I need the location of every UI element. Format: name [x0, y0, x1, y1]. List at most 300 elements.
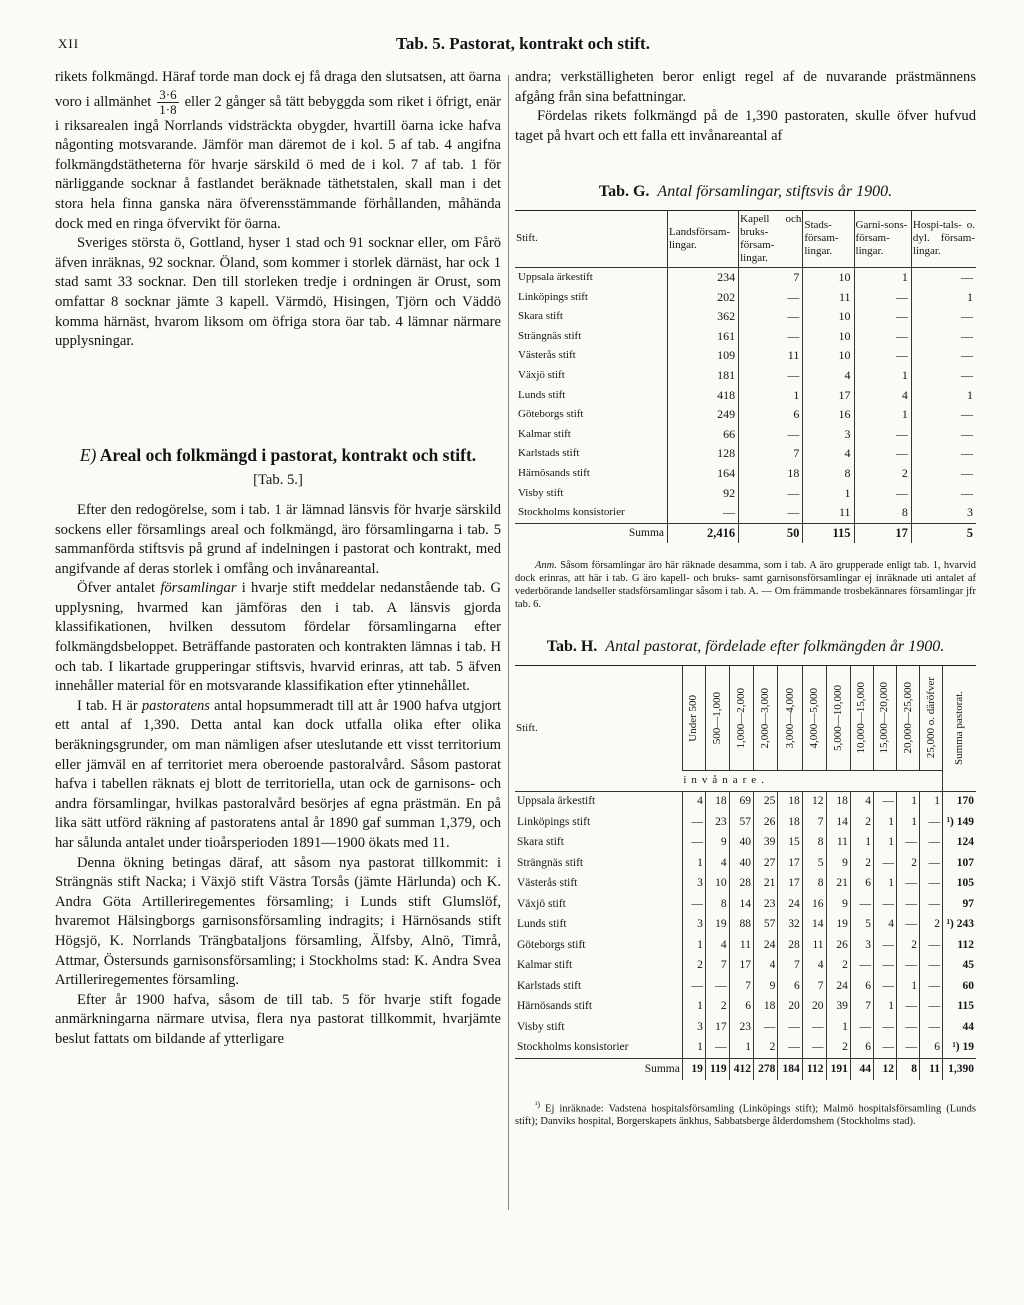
- table-cell: —: [873, 976, 896, 997]
- table-cell: —: [705, 1038, 729, 1059]
- table-cell: —: [896, 874, 919, 895]
- table-row: [515, 346, 976, 366]
- table-row: [515, 307, 976, 327]
- sum-cell: 412: [729, 1059, 753, 1080]
- sum-cell: 5: [911, 523, 976, 543]
- sum-cell: 44: [850, 1059, 873, 1080]
- table-h: [515, 665, 976, 1080]
- column-header-text: 5,000—10,000: [831, 684, 844, 751]
- row-label: Härnösands stift: [517, 1000, 593, 1013]
- row-label: Skara stift: [517, 836, 564, 849]
- table-cell: 6: [739, 405, 803, 425]
- table-cell: 1: [920, 791, 943, 812]
- column-header-text: 10,000—15,000: [855, 682, 868, 754]
- row-label: Västerås stift: [518, 349, 576, 362]
- table-label: Tab. H.: [546, 638, 598, 656]
- note-text: Såsom församlingar äro här räknade desamma, som i tab. A äro grupperade enligt tab. 1, hvarvid dock erinras, att här i tab. G äro kapell- och bruks- samt garnisonsförsamlingar ej inräknade uti antalet af vederbörande landseller stadsförsamlingar såsom i tab. A. — Om främmande trosbekännares församlingar jfr tab. 6.: [515, 560, 977, 611]
- table-cell: 11: [729, 935, 753, 956]
- fraction: [157, 88, 178, 117]
- table-cell: 234: [668, 267, 739, 287]
- row-label: Kalmar stift: [517, 959, 573, 972]
- column-header: [729, 665, 753, 770]
- sum-cell: 11: [920, 1059, 943, 1080]
- table-cell: 1: [739, 386, 803, 406]
- table-cell: 10: [803, 327, 854, 347]
- table-cell: —: [739, 503, 803, 523]
- table-cell: —: [911, 444, 976, 464]
- table-note: [515, 559, 976, 611]
- table-cell: —: [920, 1017, 943, 1038]
- sum-cell: 119: [705, 1059, 729, 1080]
- paragraph: Öfver antalet församlingar i hvarje stift meddelar nedanstående tab. G upplysning, hvarmed kan jämföras den i tab. A länsvis gjorda klassifikationen, hvilken dessutom fördelar församlingarna efter folkmängdsbeloppet. Beträffande pastoraten och kontrakten lämnas i tab. H och tab. I likartade grupperingar stiftsvis, hvarvid erinras, att tab. 5 äfven innehåller material för en motsvarande klassifikation efter ytinnehållet.: [55, 580, 501, 695]
- table-cell: —: [850, 956, 873, 977]
- table-cell: —: [739, 425, 803, 445]
- row-label: Visby stift: [518, 486, 564, 499]
- table-cell: 11: [802, 935, 826, 956]
- table-cell: 1: [896, 976, 919, 997]
- table-cell: 21: [753, 874, 777, 895]
- table-cell: ¹) 243: [943, 915, 976, 936]
- column-header-text: Under 500: [687, 694, 700, 742]
- table-cell: 7: [778, 956, 802, 977]
- table-cell: —: [920, 833, 943, 854]
- row-label: Växjö stift: [517, 897, 566, 910]
- table-row: [515, 812, 976, 833]
- table-cell: —: [873, 935, 896, 956]
- table-cell: —: [896, 956, 919, 977]
- column-header: [826, 665, 850, 770]
- footnote-text: Ej inräknade: Vadstena hospitalsförsamling (Linköpings stift); Malmö hospitalsförsamling (Lunds stift); Danviks hospital, Borgerskapets änkhus, Sabbatsberge ålderdomshem (Stockholms stad).: [515, 1103, 977, 1128]
- table-cell: 6: [729, 997, 753, 1018]
- table-cell: —: [850, 894, 873, 915]
- table-cell: 9: [753, 976, 777, 997]
- paragraph-text: rikets folkmängd. Häraf torde man dock ej få draga den slutsatsen, att öarna voro i allmänhet: [55, 69, 501, 110]
- table-cell: 1: [911, 288, 976, 308]
- column-header-text: 1,000—2,000: [734, 687, 747, 749]
- table-cell: 14: [729, 894, 753, 915]
- table-cell: 4: [803, 366, 854, 386]
- table-cell: —: [854, 307, 911, 327]
- row-label: Uppsala ärkestift: [518, 270, 593, 283]
- table-row: [515, 405, 976, 425]
- table-cell: 1: [850, 833, 873, 854]
- paragraph: Fördelas rikets folkmängd på de 1,390 pastoraten, skulle öfver hufvud taget på hvart och ett falla ett invånareantal af: [515, 108, 976, 144]
- table-cell: —: [896, 894, 919, 915]
- table-cell: 26: [826, 935, 850, 956]
- table-cell: —: [873, 894, 896, 915]
- table-cell: 6: [850, 874, 873, 895]
- table-cell: 69: [729, 791, 753, 812]
- table-cell: —: [778, 1038, 802, 1059]
- table-cell: 2: [753, 1038, 777, 1059]
- table-row: [515, 915, 976, 936]
- sum-row: [515, 1059, 976, 1080]
- table-cell: 21: [826, 874, 850, 895]
- table-row: [515, 386, 976, 406]
- table-cell: —: [739, 307, 803, 327]
- table-cell: —: [854, 444, 911, 464]
- table-cell: 2: [920, 915, 943, 936]
- table-cell: —: [850, 1017, 873, 1038]
- table-cell: 1: [803, 484, 854, 504]
- table-cell: —: [911, 346, 976, 366]
- table-row: [515, 484, 976, 504]
- table-cell: 19: [826, 915, 850, 936]
- table-cell: 45: [943, 956, 976, 977]
- table-cell: 17: [705, 1017, 729, 1038]
- table-cell: 112: [943, 935, 976, 956]
- sum-cell: 2,416: [668, 523, 739, 543]
- table-cell: 1: [682, 853, 705, 874]
- footnote: [515, 1098, 976, 1129]
- table-cell: —: [911, 464, 976, 484]
- table-cell: 2: [896, 935, 919, 956]
- table-cell: 3: [682, 1017, 705, 1038]
- table-cell: —: [920, 894, 943, 915]
- table-cell: —: [854, 425, 911, 445]
- table-cell: 17: [729, 956, 753, 977]
- table-cell: 109: [668, 346, 739, 366]
- column-header: [873, 665, 896, 770]
- table-cell: —: [778, 1017, 802, 1038]
- column-header-text: 15,000—20,000: [878, 682, 891, 754]
- table-cell: 57: [753, 915, 777, 936]
- table-cell: —: [682, 833, 705, 854]
- table-cell: 24: [778, 894, 802, 915]
- row-label: Skara stift: [518, 310, 563, 323]
- fraction-numerator: 3·6: [159, 86, 177, 102]
- row-label: Lunds stift: [517, 918, 567, 931]
- table-cell: 2: [826, 1038, 850, 1059]
- table-cell: 6: [920, 1038, 943, 1059]
- table-cell: 5: [802, 853, 826, 874]
- table-cell: 18: [753, 997, 777, 1018]
- table-cell: 60: [943, 976, 976, 997]
- row-label: Strängnäs stift: [518, 329, 582, 342]
- table-cell: —: [911, 267, 976, 287]
- table-cell: 1: [873, 833, 896, 854]
- table-cell: 1: [729, 1038, 753, 1059]
- table-cell: —: [854, 346, 911, 366]
- table-cell: 28: [778, 935, 802, 956]
- table-cell: 2: [854, 464, 911, 484]
- table-cell: —: [873, 791, 896, 812]
- table-cell: 4: [850, 791, 873, 812]
- table-cell: 11: [803, 288, 854, 308]
- table-cell: 17: [803, 386, 854, 406]
- row-label: Göteborgs stift: [517, 938, 586, 951]
- table-cell: 97: [943, 894, 976, 915]
- table-cell: 5: [850, 915, 873, 936]
- column-header: [850, 665, 873, 770]
- table-cell: —: [739, 366, 803, 386]
- table-cell: 1: [911, 386, 976, 406]
- column-header: [778, 665, 802, 770]
- table-cell: 16: [803, 405, 854, 425]
- column-header-text: 4,000—5,000: [807, 687, 820, 749]
- table-cell: —: [682, 976, 705, 997]
- table-cell: 1: [826, 1017, 850, 1038]
- table-cell: —: [911, 405, 976, 425]
- table-cell: 26: [753, 812, 777, 833]
- table-cell: 9: [826, 894, 850, 915]
- paragraph: Efter år 1900 hafva, såsom de till tab. 5 för hvarje stift fogade anmärkningarna närmare utvisa, flera nya pastorat tillkommit, hvarjämte beslut fattats om bildande af ytterligare: [55, 991, 501, 1047]
- table-cell: —: [920, 853, 943, 874]
- table-cell: —: [911, 425, 976, 445]
- table-cell: 7: [802, 976, 826, 997]
- paragraph: Sveriges största ö, Gottland, hyser 1 stad och 91 socknar eller, om Fårö äfven inräknas, 92 socknar. Öland, som kommer i storlek därnäst, har ock 1 stad samt 33 socknar. Den till storleken tredje i ordningen är Orust, som omfattar 8 socknar jämte 3 kapell. Värmdö, Hisingen, Tjörn och Väddö komma härnäst, hvarom liksom om öfriga stora öar tab. 4 lämnar närmare upplysningar.: [55, 235, 501, 350]
- table-cell: 10: [705, 874, 729, 895]
- table-cell: 11: [826, 833, 850, 854]
- table-cell: —: [896, 997, 919, 1018]
- column-header: Stads-försam-lingar.: [803, 210, 854, 267]
- table-cell: 18: [778, 812, 802, 833]
- table-cell: —: [802, 1038, 826, 1059]
- section-title-text: Areal och folkmängd i pastorat, kontrakt och stift.: [99, 444, 477, 465]
- table-cell: 1: [873, 997, 896, 1018]
- table-cell: —: [920, 997, 943, 1018]
- table-cell: —: [705, 976, 729, 997]
- table-cell: —: [873, 956, 896, 977]
- table-cell: 40: [729, 853, 753, 874]
- table-cell: 2: [826, 956, 850, 977]
- sum-cell: 8: [896, 1059, 919, 1080]
- table-g: [515, 210, 976, 543]
- table-cell: —: [896, 1038, 919, 1059]
- table-cell: —: [911, 484, 976, 504]
- table-cell: 14: [826, 812, 850, 833]
- paragraph: Denna ökning betingas däraf, att såsom nya pastorat tillkommit: i Strängnäs stift Nacka; i Växjö stift Västra Torsås (jämte Härlunda) och K. Andra Göta Artilleriregementes församling; i Lunds stift Glumslöf, hvaremot Hälsingborgs garnisonsförsamling indragits; i Härnösands stift Högsjö, K. Norrlands Trängbataljons församling, Älfsby, Alnö, Timrå, Attmar, Östersunds garnisonsförsamling; i Stockholms stad: K. Andra Svea Artilleriregementes församling.: [55, 854, 501, 989]
- table-cell: 16: [802, 894, 826, 915]
- column-header: Kapell och bruks-försam-lingar.: [739, 210, 803, 267]
- table-cell: ¹) 149: [943, 812, 976, 833]
- table-cell: —: [911, 366, 976, 386]
- sum-cell: 191: [826, 1059, 850, 1080]
- table-title-text: Antal pastorat, fördelade efter folkmängden år 1900.: [605, 638, 945, 656]
- table-cell: 6: [850, 1038, 873, 1059]
- sum-row: [515, 523, 976, 543]
- table-cell: 4: [705, 853, 729, 874]
- table-g-title: [515, 182, 976, 202]
- column-header: Garni-sons-försam-lingar.: [854, 210, 911, 267]
- table-cell: 32: [778, 915, 802, 936]
- table-row: [515, 874, 976, 895]
- sum-cell: 1,390: [943, 1059, 976, 1080]
- table-cell: 24: [826, 976, 850, 997]
- table-cell: 18: [778, 791, 802, 812]
- table-cell: 1: [896, 791, 919, 812]
- column-header: [753, 665, 777, 770]
- table-cell: —: [873, 1038, 896, 1059]
- table-cell: 1: [873, 812, 896, 833]
- table-cell: 1: [896, 812, 919, 833]
- table-cell: 11: [803, 503, 854, 523]
- table-cell: 249: [668, 405, 739, 425]
- table-cell: 3: [911, 503, 976, 523]
- table-cell: 128: [668, 444, 739, 464]
- section-table-ref: [Tab. 5.]: [253, 472, 303, 489]
- table-cell: 418: [668, 386, 739, 406]
- row-label: Härnösands stift: [518, 466, 590, 479]
- column-header-text: 3,000—4,000: [783, 687, 796, 749]
- page-number: XII: [58, 36, 80, 51]
- table-cell: 1: [873, 874, 896, 895]
- table-cell: 3: [682, 915, 705, 936]
- table-cell: 3: [682, 874, 705, 895]
- table-row: [515, 267, 976, 287]
- sum-cell: 50: [739, 523, 803, 543]
- table-cell: 4: [705, 935, 729, 956]
- table-cell: 1: [854, 267, 911, 287]
- table-cell: 161: [668, 327, 739, 347]
- table-cell: 40: [729, 833, 753, 854]
- table-cell: 18: [826, 791, 850, 812]
- table-cell: 39: [753, 833, 777, 854]
- table-cell: 8: [854, 503, 911, 523]
- table-cell: 3: [803, 425, 854, 445]
- table-cell: —: [920, 874, 943, 895]
- table-cell: 107: [943, 853, 976, 874]
- footnote-mark: ¹): [535, 1099, 541, 1109]
- column-header: [896, 665, 919, 770]
- table-cell: 7: [802, 812, 826, 833]
- table-row: [515, 425, 976, 445]
- table-cell: —: [682, 812, 705, 833]
- table-cell: 24: [753, 935, 777, 956]
- table-cell: 17: [778, 853, 802, 874]
- row-label: Lunds stift: [518, 388, 566, 401]
- sum-cell: 112: [802, 1059, 826, 1080]
- page-header: [58, 28, 988, 56]
- table-cell: 2: [850, 853, 873, 874]
- table-cell: —: [920, 935, 943, 956]
- table-cell: 3: [850, 935, 873, 956]
- paragraph: I tab. H är pastoratens antal hopsummeradt till att år 1900 hafva utgjort ett antal af 1,390. Detta antal kan dock utfalla olika efter olika beräkningsgrunder, om man nämligen afser uteslutande ett visst territorium eller jämväl en af territoriet mera oberoende pastoralvård. Såsom pastorat hafva i tabellen räknats ej blott de territoriella, utan ock de garnisons- och andra församlingar, hvilkas pastoralvård besörjes af egna prästmän. En på lika sätt utförd räkning af pastoratens antal år 1890 gaf summan 1,379, och har sålunda antalet under tioårsperioden 1891—1900 ökats med 11.: [55, 697, 501, 851]
- table-row: [515, 956, 976, 977]
- column-header: [920, 665, 943, 770]
- column-header-text: Summa pastorat.: [953, 691, 966, 766]
- table-cell: 1: [682, 935, 705, 956]
- running-head: Tab. 5. Pastorat, kontrakt och stift.: [396, 34, 650, 53]
- note-label: Anm.: [535, 560, 557, 572]
- table-cell: —: [854, 327, 911, 347]
- row-label: Karlstads stift: [518, 447, 580, 460]
- table-label: Tab. G.: [598, 183, 650, 201]
- table-row: [515, 935, 976, 956]
- paragraph: Efter den redogörelse, som i tab. 1 är lämnad länsvis för hvarje särskild sockens eller församlings areal och folkmängd, äro församlingarna i tab. 5 sammanförda stiftsvis på grund af indelningen i pastorat och kontrakt, med angifvande af deras storlek i omfång och invånareantal.: [55, 501, 501, 577]
- table-cell: 2: [682, 956, 705, 977]
- column-header: Landsförsam-lingar.: [668, 210, 739, 267]
- table-cell: 19: [705, 915, 729, 936]
- table-cell: 4: [873, 915, 896, 936]
- column-header-text: 2,000—3,000: [759, 687, 772, 749]
- table-cell: 2: [705, 997, 729, 1018]
- table-row: [515, 327, 976, 347]
- table-cell: 17: [778, 874, 802, 895]
- column-header: [705, 665, 729, 770]
- table-cell: —: [682, 894, 705, 915]
- table-cell: 7: [705, 956, 729, 977]
- table-cell: 6: [778, 976, 802, 997]
- column-header: [682, 665, 705, 770]
- table-cell: 11: [739, 346, 803, 366]
- table-cell: 20: [802, 997, 826, 1018]
- row-label: Göteborgs stift: [518, 408, 584, 421]
- paragraph: [55, 68, 501, 234]
- table-cell: 164: [668, 464, 739, 484]
- table-cell: 362: [668, 307, 739, 327]
- table-cell: 4: [682, 791, 705, 812]
- right-column: [515, 68, 976, 1128]
- table-cell: 10: [803, 346, 854, 366]
- table-cell: 88: [729, 915, 753, 936]
- table-cell: 2: [896, 853, 919, 874]
- sum-label: Summa: [515, 1059, 682, 1080]
- table-cell: —: [911, 327, 976, 347]
- column-header: [943, 665, 976, 791]
- table-cell: 18: [739, 464, 803, 484]
- table-cell: 18: [705, 791, 729, 812]
- fraction-denominator: 1·8: [159, 101, 177, 117]
- table-cell: 23: [753, 894, 777, 915]
- table-row: [515, 444, 976, 464]
- table-cell: —: [911, 307, 976, 327]
- row-label: Linköpings stift: [517, 815, 591, 828]
- table-cell: 8: [705, 894, 729, 915]
- table-row: [515, 288, 976, 308]
- table-cell: 105: [943, 874, 976, 895]
- table-cell: 1: [854, 366, 911, 386]
- row-label: Karlstads stift: [517, 979, 582, 992]
- row-label: Växjö stift: [518, 368, 565, 381]
- table-cell: 8: [802, 833, 826, 854]
- table-row: [515, 366, 976, 386]
- table-cell: —: [854, 484, 911, 504]
- table-cell: 27: [753, 853, 777, 874]
- table-row: [515, 1038, 976, 1059]
- table-cell: 9: [705, 833, 729, 854]
- row-label: Strängnäs stift: [517, 856, 584, 869]
- table-cell: 92: [668, 484, 739, 504]
- table-cell: —: [920, 976, 943, 997]
- table-cell: 9: [826, 853, 850, 874]
- table-title-text: Antal församlingar, stiftsvis år 1900.: [657, 183, 893, 201]
- table-cell: 202: [668, 288, 739, 308]
- column-header: [802, 665, 826, 770]
- table-cell: 23: [705, 812, 729, 833]
- table-cell: 1: [854, 405, 911, 425]
- table-cell: 10: [803, 307, 854, 327]
- table-cell: 8: [803, 464, 854, 484]
- table-cell: 4: [753, 956, 777, 977]
- column-header: Hospi-tals- o. dyl. försam-lingar.: [911, 210, 976, 267]
- row-label: Linköpings stift: [518, 290, 588, 303]
- table-cell: 14: [802, 915, 826, 936]
- table-cell: —: [873, 1017, 896, 1038]
- table-cell: —: [854, 288, 911, 308]
- table-cell: 25: [753, 791, 777, 812]
- table-cell: 4: [854, 386, 911, 406]
- paragraph-text: eller 2 gånger så tätt bebyggda som riket i öfrigt, enär i riksarealen ingå Norrlands vidsträckta obygder, hvartill öarna icke hafva någonting motsvarande. Jämför man däremot de i kol. 5 af tab. 4 angifna folkmängdstätheterna för hvarje särskild ö med de i kol. 7 af tab. 1 för närliggande socknar å fastlandet beräknade täthetstalen, skall man i det stora hela finna ganska nära öfverensstämmande förhållanden, måhända dock med en ringa öfvervikt för öarna.: [55, 93, 501, 232]
- table-cell: 44: [943, 1017, 976, 1038]
- table-cell: 7: [739, 267, 803, 287]
- table-cell: 6: [850, 976, 873, 997]
- sum-cell: 19: [682, 1059, 705, 1080]
- row-label: Visby stift: [517, 1020, 565, 1033]
- row-label: Stockholms konsistorier: [518, 506, 625, 519]
- table-row: [515, 833, 976, 854]
- table-cell: 39: [826, 997, 850, 1018]
